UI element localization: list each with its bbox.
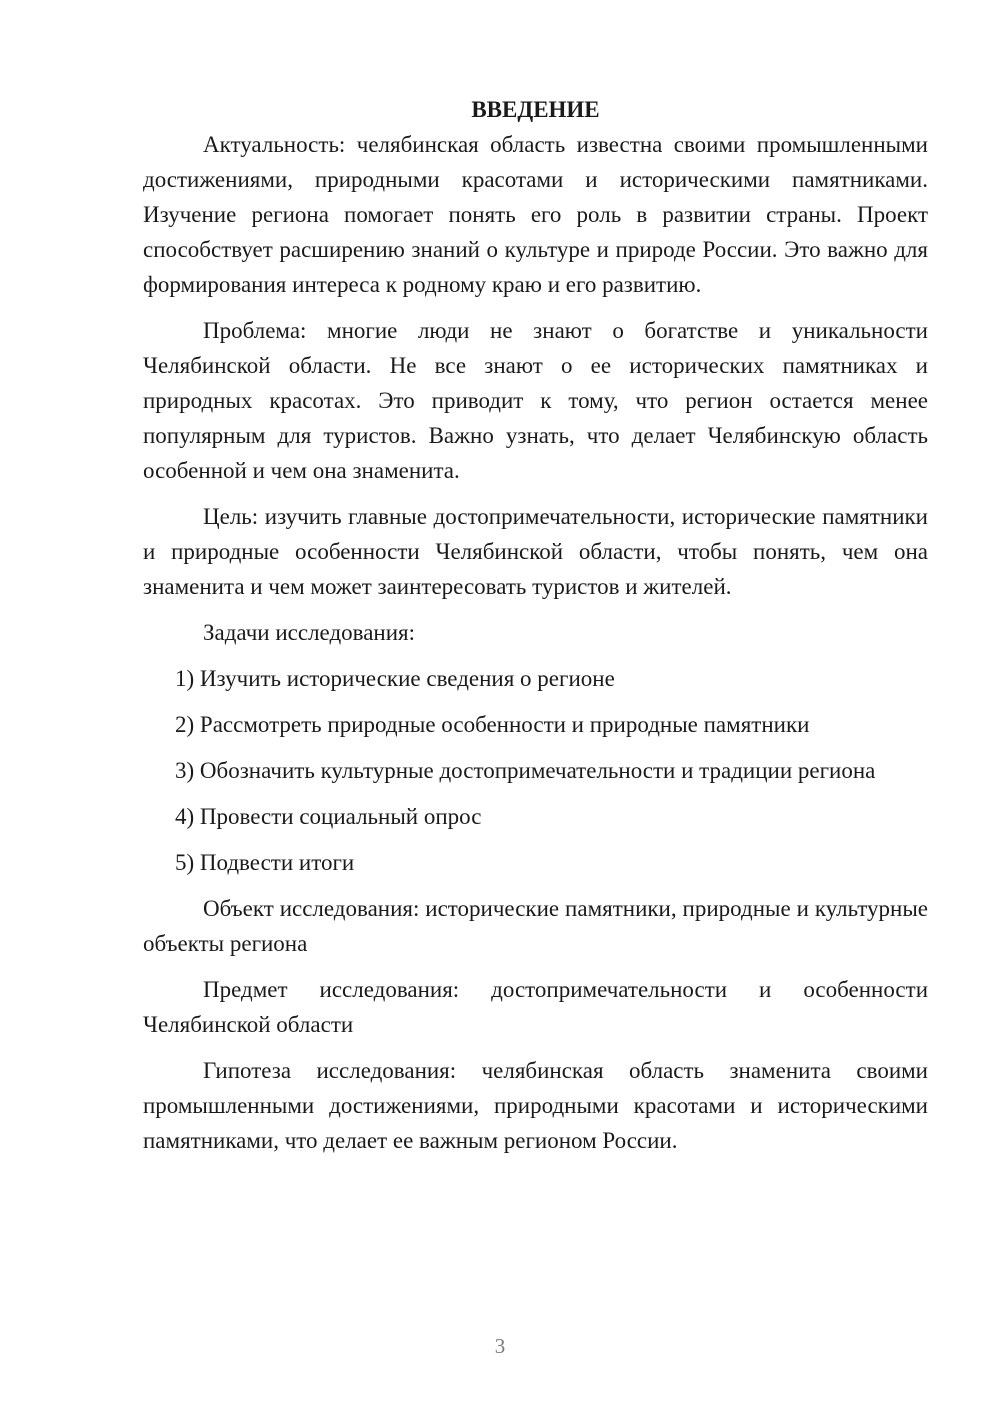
hypothesis-paragraph: Гипотеза исследования: челябинская область знаменита своими промышленными достижениями, природными красотами и историческими памятниками, что делает ее важным регионом России.	[143, 1058, 928, 1153]
page-number: 3	[494, 1334, 506, 1358]
task-item-5: 5) Подвести итоги	[175, 850, 355, 875]
goal-paragraph: Цель: изучить главные достопримечательности, исторические памятники и природные особенности Челябинской области, чтобы понять, чем она знаменита и чем может заинтересовать туристов и жителей.	[143, 504, 928, 599]
tasks-heading: Задачи исследования:	[203, 620, 416, 645]
object-paragraph: Объект исследования: исторические памятники, природные и культурные объекты региона	[143, 896, 928, 956]
relevance-paragraph: Актуальность: челябинская область известна своими промышленными достижениями, природными красотами и историческими памятниками. Изучение региона помогает понять его роль в развитии страны. Проект способствует расширению знаний о культуре и природе России. Это важно для формирования интереса к родному краю и его развитию.	[143, 132, 928, 297]
task-item-2: 2) Рассмотреть природные особенности и природные памятники	[175, 712, 810, 737]
document-page	[143, 92, 928, 1158]
task-item-1: 1) Изучить исторические сведения о регионе	[175, 666, 615, 691]
subject-paragraph: Предмет исследования: достопримечательности и особенности Челябинской области	[143, 977, 928, 1037]
task-item-4: 4) Провести социальный опрос	[175, 804, 482, 829]
problem-paragraph: Проблема: многие люди не знают о богатстве и уникальности Челябинской области. Не все знают о ее исторических памятниках и природных красотах. Это приводит к тому, что регион остается менее популярным для туристов. Важно узнать, что делает Челябинскую область особенной и чем она знаменита.	[143, 318, 928, 483]
page-title: ВВЕДЕНИЕ	[471, 97, 600, 122]
task-item-3: 3) Обозначить культурные достопримечательности и традиции региона	[175, 758, 876, 783]
